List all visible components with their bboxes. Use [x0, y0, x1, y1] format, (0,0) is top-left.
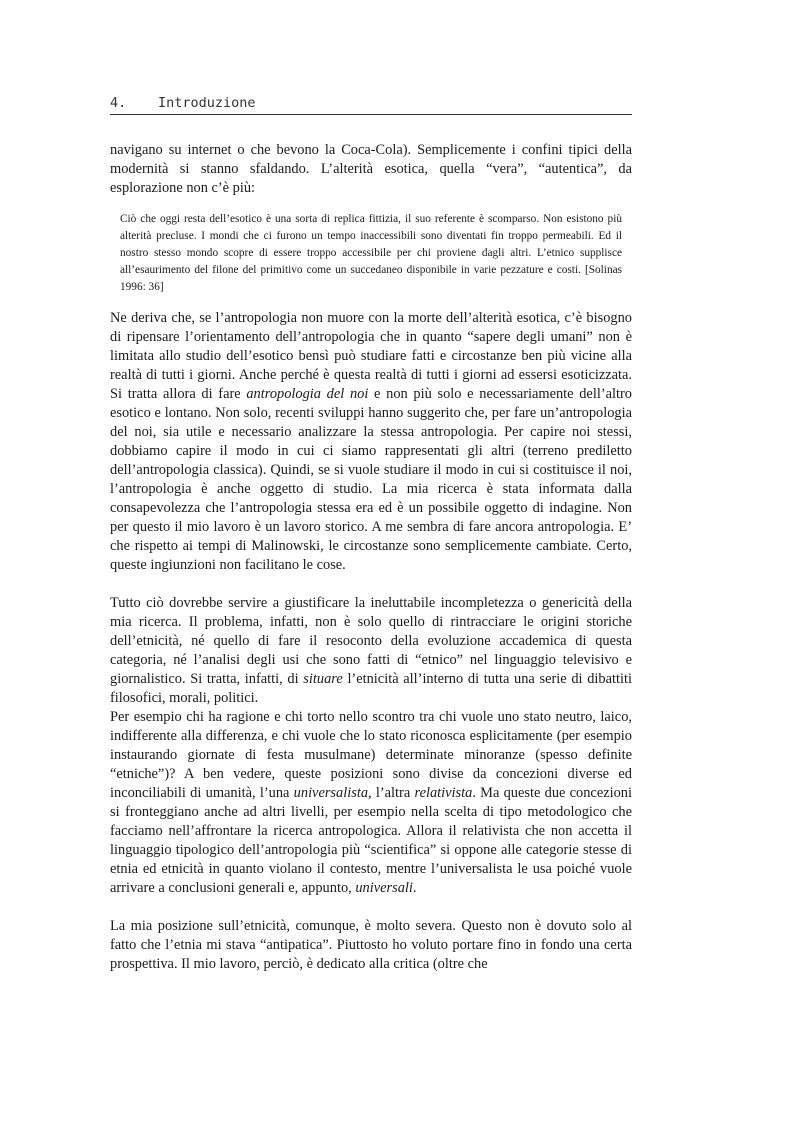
paragraph-4-text-c: . Ma queste due concezioni si fronteggiano anche ad altri livelli, per esempio nella scelta di tipo metodologico che facciamo nell’affrontare la ricerca antropologica. Allora il relativista che non accetta il linguaggio tipologico dell’antropologia più “scientifica” si oppone alle categorie stesse di etnia ed etnicità in quanto violano il contesto, mentre l’universalista le usa poiché vuole arrivare a conclusioni generali e, appunto,	[110, 785, 632, 896]
paragraph-2-text-a: Ne deriva che, se l’antropologia non muore con la morte dell’alterità esotica, c’è bisogno di ripensare l’orientamento dell’antropologia che in quanto “sapere degli umani” non è limitata allo studio dell’esotico bensì può studiare fatti e circostanze ben più vicine alla realtà di tutti i giorni. Anche perché è questa realtà di tutti i giorni ad essersi esoticizzata. Si tratta allora di fare	[110, 310, 632, 402]
running-header	[110, 94, 632, 115]
paragraph-3-text-a: Tutto ciò dovrebbe servire a giustificare la ineluttabile incompletezza o genericità della mia ricerca. Il problema, infatti, non è solo quello di rintracciare le origini storiche dell’etnicità, né quello di fare il resoconto della evoluzione accademica di questa categoria, né l’analisi degli usi che sono fatti di “etnico” nel linguaggio televisivo e giornalistico. Si tratta, infatti, di	[110, 595, 632, 687]
page-number: 4.	[110, 95, 127, 111]
paragraph-3	[110, 594, 632, 708]
paragraph-4-text-a: Per esempio chi ha ragione e chi torto nello scontro tra chi vuole uno stato neutro, laico, indifferente alla differenza, e chi vuole che lo stato riconosca esplicitamente (per esempio instaurando giornate di festa musulmane) determinate minoranze (spesso definite “etniche”)? A ben vedere, queste posizioni sono divise da concezioni diverse ed inconciliabili di umanità, l’una	[110, 709, 632, 801]
paragraph-3-emphasis: situare	[303, 671, 343, 687]
paragraph-4-text-b: , l’altra	[368, 785, 411, 801]
paragraph-2-text-b: e non più solo e necessariamente dell’altro esotico e lontano. Non solo, recenti sviluppi hanno suggerito che, per fare un’antropologia del noi, sia utile e necessario analizzare la stessa antropologia. Per capire noi stessi, dobbiamo capire il modo in cui ci siamo rappresentati gli altri (terreno prediletto dell’antropologia classica). Quindi, se si vuole studiare il modo in cui si costituisce il noi, l’antropologia è anche oggetto di studio. La mia ricerca è stata informata dalla consapevolezza che l’antropologia stessa era ed è un possibile oggetto di indagine. Non per questo il mio lavoro è un lavoro storico. A me sembra di fare ancora antropologia. E’ che rispetto ai tempi di Malinowski, le circostanze sono semplicemente cambiate. Certo, queste ingiunzioni non facilitano le cose.	[110, 386, 632, 573]
paragraph-4-text-d: .	[412, 880, 417, 896]
paragraph-4-emphasis-1: universalista	[293, 785, 369, 801]
paragraph-3-text-b: l’etnicità all’interno di tutta una serie di dibattiti filosofici, morali, politici.	[110, 671, 632, 706]
block-quote: Ciò che oggi resta dell’esotico è una sorta di replica fittizia, il suo referente è scomparso. Non esistono più alterità precluse. I mondi che ci furono un tempo inaccessibili sono diventati fin troppo permeabili. Ed il nostro stesso mondo scopre di essere troppo accessibile per chi proviene dagli altri. L’etnico supplisce all’esaurimento del filone del primitivo come un succedaneo disponibile in varie pezzature e costi. [Solinas 1996: 36]	[120, 213, 622, 293]
chapter-title: Introduzione	[158, 95, 256, 111]
paragraph-1: navigano su internet o che bevono la Coca-Cola). Semplicemente i confini tipici della modernità si stanno sfaldando. L’alterità esotica, quella “vera”, “autentica”, da esplorazione non c’è più:	[110, 142, 632, 196]
paragraph-4	[110, 708, 632, 898]
paragraph-2	[110, 309, 632, 575]
paragraph-4-emphasis-2: relativista	[414, 785, 473, 801]
body-text	[110, 141, 632, 974]
paragraph-4-emphasis-3: universali	[355, 880, 413, 896]
paragraph-5: La mia posizione sull’etnicità, comunque, è molto severa. Questo non è dovuto solo al fatto che l’etnia mi stava “antipatica”. Piuttosto ho voluto portare fino in fondo una certa prospettiva. Il mio lavoro, perciò, è dedicato alla critica (oltre che	[110, 918, 632, 972]
paragraph-2-emphasis: antropologia del noi	[246, 386, 369, 402]
